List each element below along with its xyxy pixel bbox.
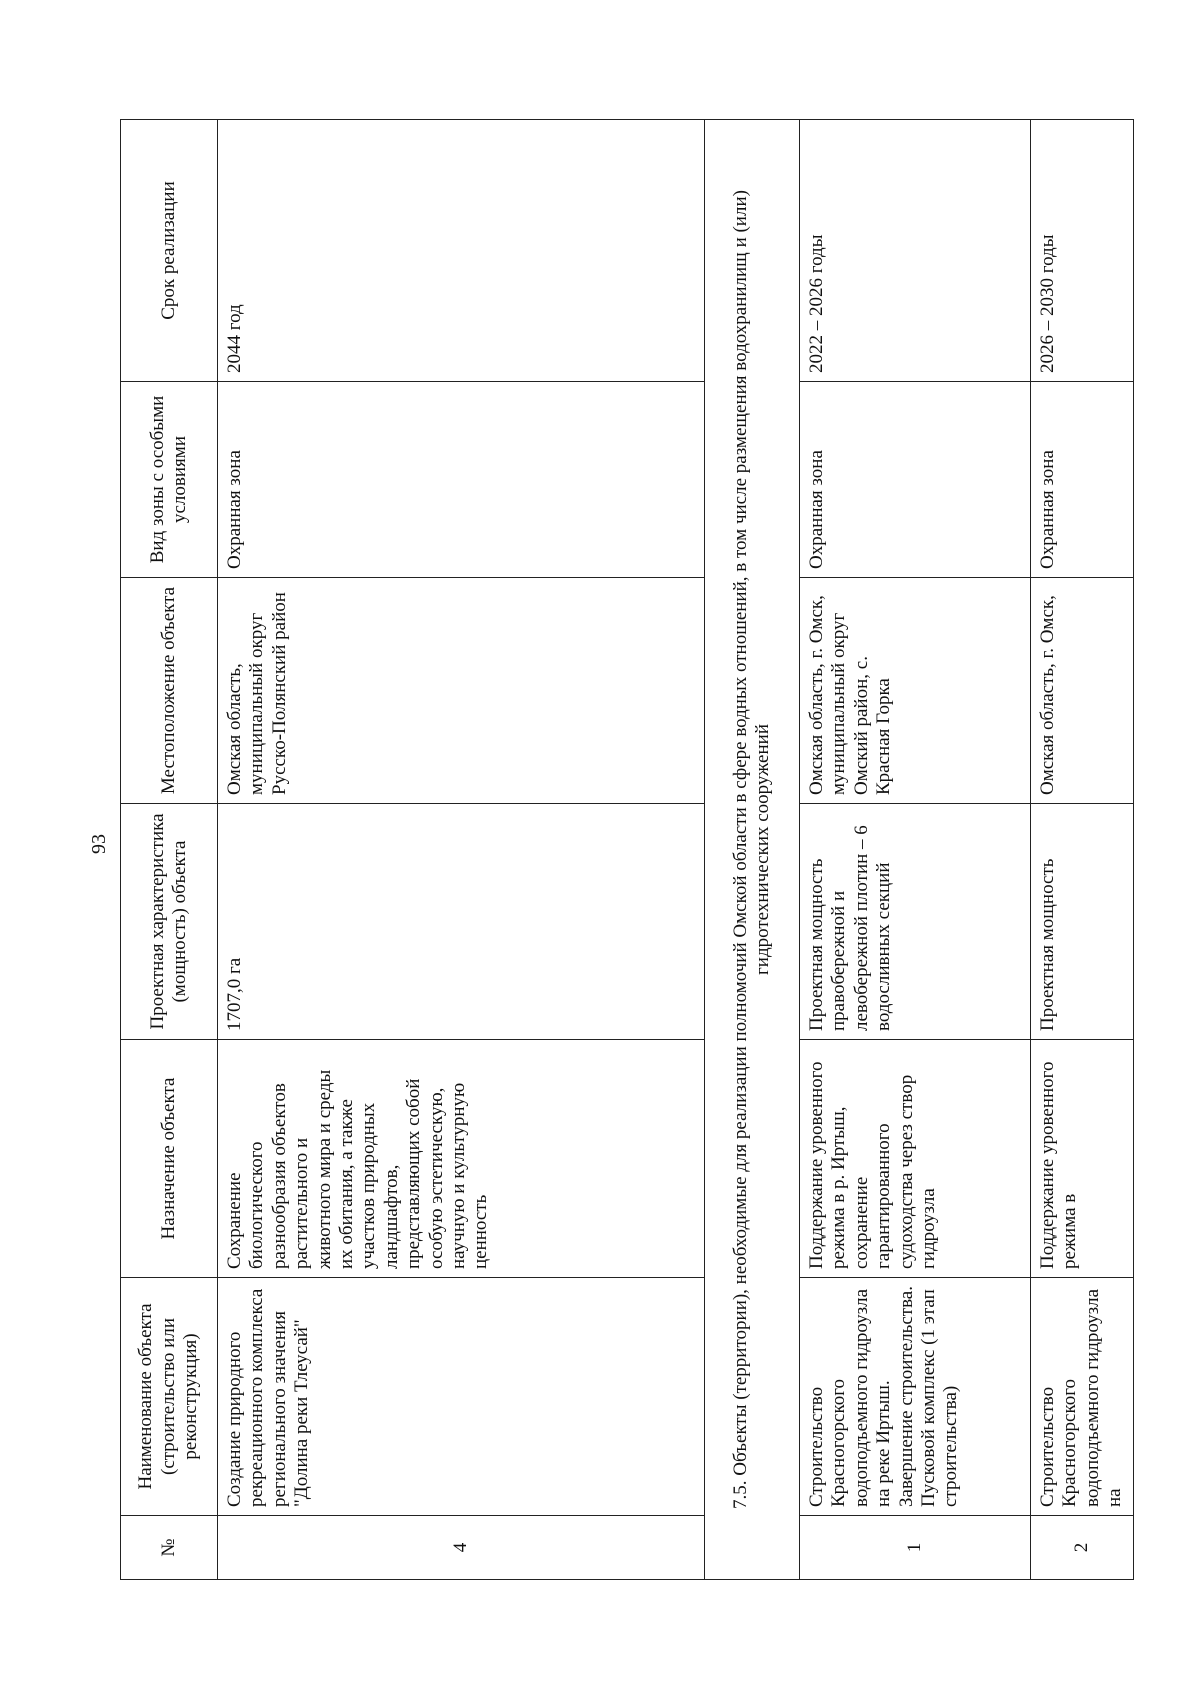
objects-table [120, 119, 1134, 1580]
object-name-cell: Создание природного рекреационного комплекса регионального значения "Долина реки Тлеусай" [218, 1278, 705, 1516]
section-title: 7.5. Объекты (территории), необходимые для реализации полномочий Омской области в сфере водных отношений, в том числе размещения водохранилищ и (или) гидротехнических сооружений [705, 120, 800, 1580]
capacity-cell: Проектная мощность [1031, 804, 1134, 1040]
object-name-cell: Строительство Красногорского водоподъемного гидроузла на реке Иртыш. Завершение строительства. Пусковой комплекс (1 этап строительства) [800, 1278, 1031, 1516]
table-row [800, 120, 1031, 1580]
purpose-cell: Поддержание уровенного режима в [1031, 1040, 1134, 1278]
location-cell: Омская область, г. Омск, [1031, 578, 1134, 804]
header-capacity: Проектная характеристика (мощность) объекта [121, 804, 218, 1040]
location-cell: Омская область, г. Омск, муниципальный округ Омский район, с. Красная Горка [800, 578, 1031, 804]
rotated-table-container [120, 120, 1126, 1580]
table-row [1031, 120, 1134, 1580]
term-cell: 2022 – 2026 годы [800, 120, 1031, 382]
term-cell: 2026 – 2030 годы [1031, 120, 1134, 382]
capacity-cell: 1707,0 га [218, 804, 705, 1040]
term-cell: 2044 год [218, 120, 705, 382]
purpose-cell: Поддержание уровенного режима в р. Иртыш, сохранение гарантированного судоходства через створ гидроузла [800, 1040, 1031, 1278]
header-location: Местоположение объекта [121, 578, 218, 804]
zone-cell: Охранная зона [1031, 382, 1134, 578]
object-name-cell: Строительство Красногорского водоподъемного гидроузла на [1031, 1278, 1134, 1516]
row-number: 4 [218, 1516, 705, 1580]
table-header-row [121, 120, 218, 1580]
section-row [705, 120, 800, 1580]
table-row [218, 120, 705, 1580]
zone-cell: Охранная зона [218, 382, 705, 578]
capacity-cell: Проектная мощность правобережной и левобережной плотин – 6 водосливных секций [800, 804, 1031, 1040]
header-object-name: Наименование объекта (строительство или реконструкция) [121, 1278, 218, 1516]
header-number: № [121, 1516, 218, 1580]
page-number: 93 [88, 834, 110, 854]
row-number: 1 [800, 1516, 1031, 1580]
header-purpose: Назначение объекта [121, 1040, 218, 1278]
header-term: Срок реализации [121, 120, 218, 382]
header-zone-type: Вид зоны с особыми условиями [121, 382, 218, 578]
purpose-cell: Сохранение биологического разнообразия объектов растительного и животного мира и среды их обитания, а также участков природных ландшафтов, представляющих собой особую эстетическую, научную и культурную ценность [218, 1040, 705, 1278]
row-number: 2 [1031, 1516, 1134, 1580]
location-cell: Омская область, муниципальный округ Русско-Полянский район [218, 578, 705, 804]
zone-cell: Охранная зона [800, 382, 1031, 578]
